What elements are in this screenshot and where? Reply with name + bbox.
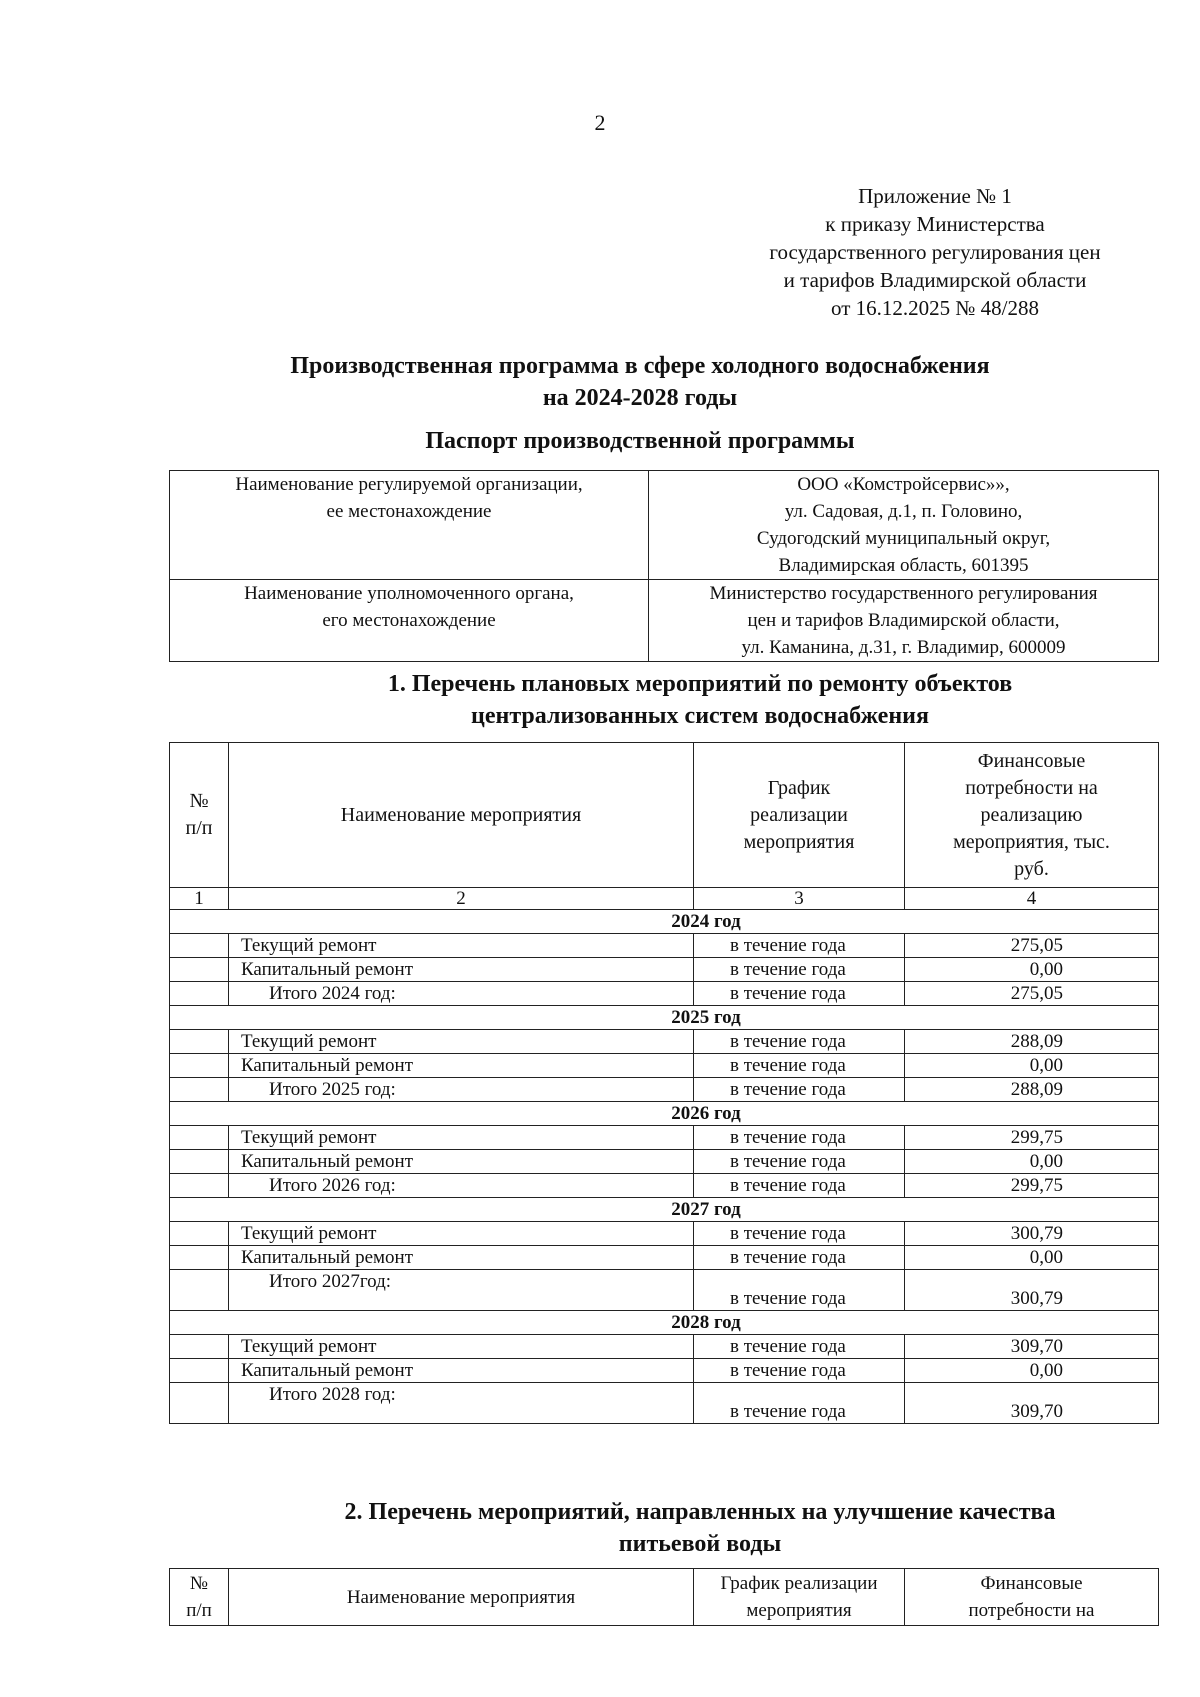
passport-value-cell — [649, 471, 1159, 580]
appendix-reference — [700, 182, 1170, 322]
table-row-total — [170, 982, 1159, 1006]
activity-amount: 299,75 — [905, 1174, 1159, 1198]
activity-amount: 300,79 — [905, 1270, 1159, 1311]
passport-table — [169, 470, 1159, 662]
table-row-total — [170, 1174, 1159, 1198]
cell-line: ее местонахождение — [326, 501, 492, 522]
activity-schedule: в течение года — [694, 1030, 905, 1054]
activity-schedule: в течение года — [694, 1359, 905, 1383]
header-schedule — [694, 1569, 905, 1626]
year-label: 2028 год — [170, 1311, 1159, 1335]
activity-name: Текущий ремонт — [229, 1335, 694, 1359]
header-name: Наименование мероприятия — [229, 743, 694, 888]
year-row — [170, 910, 1159, 934]
activity-amount: 0,00 — [905, 1246, 1159, 1270]
cell-line: № — [189, 790, 209, 812]
activity-schedule: в течение года — [694, 958, 905, 982]
cell-line: цен и тарифов Владимирской области, — [747, 610, 1060, 631]
column-number: 4 — [905, 888, 1159, 910]
column-number: 3 — [694, 888, 905, 910]
passport-label-cell — [170, 471, 649, 580]
activity-amount: 0,00 — [905, 1359, 1159, 1383]
page-number: 2 — [594, 110, 606, 135]
table-row-total — [170, 1270, 1159, 1311]
table-row — [170, 934, 1159, 958]
activity-amount: 0,00 — [905, 1054, 1159, 1078]
cell-line: руб. — [1014, 857, 1049, 880]
header-finance — [905, 743, 1159, 888]
cell-line: его местонахождение — [322, 610, 496, 631]
repair-plan-table — [169, 742, 1159, 1424]
activity-schedule: в течение года — [694, 1222, 905, 1246]
water-quality-table — [169, 1568, 1159, 1626]
header-num — [170, 1569, 229, 1626]
activity-name: Текущий ремонт — [229, 1030, 694, 1054]
table-header-row — [170, 1569, 1159, 1626]
activity-amount: 0,00 — [905, 958, 1159, 982]
passport-value-cell — [649, 580, 1159, 662]
table-row — [170, 580, 1159, 662]
activity-name: Капитальный ремонт — [229, 1246, 694, 1270]
cell-line: мероприятия, тыс. — [953, 830, 1110, 853]
activity-amount: 0,00 — [905, 1150, 1159, 1174]
cell-line: Судогодский муниципальный округ, — [756, 528, 1051, 549]
table-row — [170, 1150, 1159, 1174]
activity-amount: 309,70 — [905, 1335, 1159, 1359]
activity-name: Капитальный ремонт — [229, 1054, 694, 1078]
activity-name: Капитальный ремонт — [229, 1150, 694, 1174]
table-row — [170, 1222, 1159, 1246]
header-name: Наименование мероприятия — [229, 1569, 694, 1626]
activity-name: Итого 2024 год: — [229, 982, 694, 1006]
activity-amount: 309,70 — [905, 1383, 1159, 1424]
year-row — [170, 1102, 1159, 1126]
cell-line: Наименование уполномоченного органа, — [244, 583, 574, 604]
table-header-row — [170, 743, 1159, 888]
cell-line: № — [189, 1573, 209, 1594]
appendix-line: от 16.12.2025 № 48/288 — [830, 296, 1040, 320]
cell-line: График реализации — [720, 1573, 878, 1594]
activity-amount: 275,05 — [905, 934, 1159, 958]
passport-heading: Паспорт производственной программы — [425, 428, 855, 454]
activity-schedule: в течение года — [694, 934, 905, 958]
table-row — [170, 1054, 1159, 1078]
activity-amount: 288,09 — [905, 1030, 1159, 1054]
cell-line: Наименование регулируемой организации, — [235, 474, 583, 495]
year-label: 2024 год — [170, 910, 1159, 934]
cell-line: п/п — [185, 817, 213, 839]
appendix-line: и тарифов Владимирской области — [783, 268, 1087, 292]
appendix-line: государственного регулирования цен — [769, 240, 1101, 264]
document-title-line: Производственная программа в сфере холодного водоснабжения — [290, 353, 990, 379]
activity-amount: 275,05 — [905, 982, 1159, 1006]
document-title — [200, 350, 1080, 414]
header-num — [170, 743, 229, 888]
cell-line: Владимирская область, 601395 — [778, 555, 1029, 576]
header-schedule — [694, 743, 905, 888]
activity-name: Текущий ремонт — [229, 1222, 694, 1246]
activity-schedule: в течение года — [694, 1270, 905, 1311]
activity-amount: 299,75 — [905, 1126, 1159, 1150]
cell-line: потребности на — [968, 1600, 1095, 1621]
document-title-line: на 2024-2028 годы — [542, 385, 738, 411]
table-row — [170, 1246, 1159, 1270]
table-row — [170, 1030, 1159, 1054]
year-label: 2026 год — [170, 1102, 1159, 1126]
cell-line: ул. Садовая, д.1, п. Головино, — [784, 501, 1023, 522]
column-number: 2 — [229, 888, 694, 910]
table-row — [170, 958, 1159, 982]
activity-schedule: в течение года — [694, 1174, 905, 1198]
table-row-total — [170, 1078, 1159, 1102]
activity-amount: 300,79 — [905, 1222, 1159, 1246]
cell-line: Финансовые — [980, 1573, 1083, 1594]
activity-name: Итого 2025 год: — [229, 1078, 694, 1102]
cell-line: Министерство государственного регулирования — [709, 583, 1098, 604]
section-heading-line: 1. Перечень плановых мероприятий по ремонту объектов — [387, 671, 1013, 697]
table-row — [170, 1335, 1159, 1359]
year-row — [170, 1006, 1159, 1030]
activity-amount: 288,09 — [905, 1078, 1159, 1102]
cell-line: п/п — [186, 1600, 212, 1621]
table-row — [170, 471, 1159, 580]
year-label: 2027 год — [170, 1198, 1159, 1222]
cell-line: потребности на — [965, 776, 1098, 799]
appendix-line: к приказу Министерства — [825, 212, 1045, 236]
activity-name: Текущий ремонт — [229, 934, 694, 958]
header-finance — [905, 1569, 1159, 1626]
cell-line: мероприятия — [743, 830, 855, 853]
column-number: 1 — [170, 888, 229, 910]
section2-heading — [270, 1496, 1130, 1560]
activity-schedule: в течение года — [694, 1054, 905, 1078]
activity-name: Итого 2026 год: — [229, 1174, 694, 1198]
activity-schedule: в течение года — [694, 1150, 905, 1174]
cell-line: реализацию — [980, 803, 1083, 826]
activity-name: Капитальный ремонт — [229, 958, 694, 982]
cell-line: ООО «Комстройсервис»», — [797, 474, 1010, 495]
table-row-total — [170, 1383, 1159, 1424]
section-heading-line: централизованных систем водоснабжения — [471, 703, 929, 729]
activity-schedule: в течение года — [694, 1078, 905, 1102]
activity-name: Текущий ремонт — [229, 1126, 694, 1150]
year-row — [170, 1198, 1159, 1222]
year-row — [170, 1311, 1159, 1335]
year-label: 2025 год — [170, 1006, 1159, 1030]
table-row — [170, 1126, 1159, 1150]
section1-heading — [270, 668, 1130, 732]
section-heading-line: 2. Перечень мероприятий, направленных на улучшение качества — [344, 1499, 1056, 1525]
activity-schedule: в течение года — [694, 1126, 905, 1150]
cell-line: График — [767, 776, 831, 799]
activity-schedule: в течение года — [694, 1246, 905, 1270]
cell-line: мероприятия — [746, 1600, 852, 1621]
activity-schedule: в течение года — [694, 1383, 905, 1424]
activity-name: Капитальный ремонт — [229, 1359, 694, 1383]
section-heading-line: питьевой воды — [618, 1531, 782, 1557]
cell-line: ул. Каманина, д.31, г. Владимир, 600009 — [741, 637, 1066, 658]
cell-line: Финансовые — [977, 749, 1086, 772]
column-number-row — [170, 888, 1159, 910]
activity-schedule: в течение года — [694, 982, 905, 1006]
activity-name: Итого 2028 год: — [229, 1383, 694, 1424]
cell-line: реализации — [750, 803, 848, 826]
activity-schedule: в течение года — [694, 1335, 905, 1359]
activity-name: Итого 2027год: — [229, 1270, 694, 1311]
appendix-line: Приложение № 1 — [858, 184, 1012, 208]
table-row — [170, 1359, 1159, 1383]
passport-label-cell — [170, 580, 649, 662]
